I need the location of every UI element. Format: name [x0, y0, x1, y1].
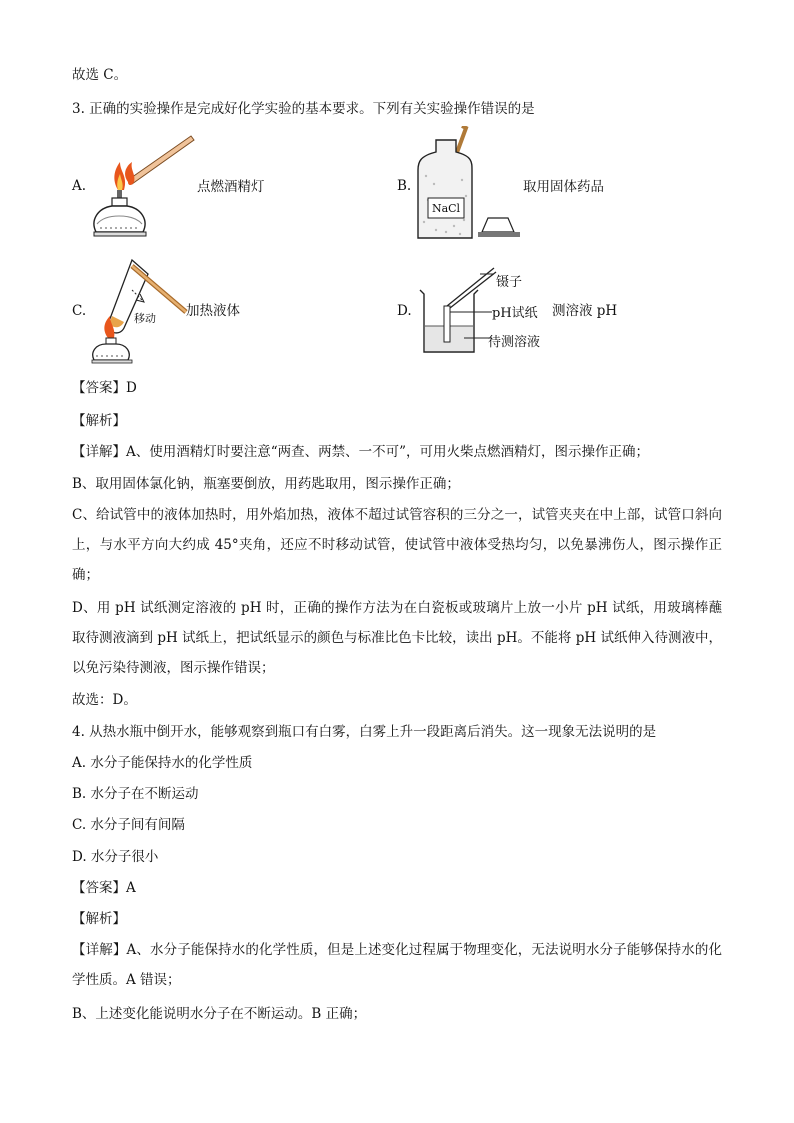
q4-option-a: A. 水分子能保持水的化学性质	[72, 755, 253, 771]
option-a-letter: A.	[72, 178, 87, 194]
answer-3: 【答案】D	[72, 380, 137, 396]
tweezers-label: 镊子	[496, 275, 523, 290]
option-a-caption: 点燃酒精灯	[197, 179, 265, 195]
analysis-3-heading: 【解析】	[72, 413, 126, 429]
option-d-caption: 测溶液 pH	[552, 303, 618, 319]
detail-4-b: B、上述变化能说明水分子在不断运动。B 正确；	[72, 1006, 367, 1022]
question-4: 4. 从热水瓶中倒开水，能够观察到瓶口有白雾，白雾上升一段距离后消失。这一现象无法说明的是	[72, 724, 657, 740]
option-c-letter: C.	[72, 303, 87, 319]
option-c-caption: 加热液体	[186, 303, 240, 319]
option-b-letter: B.	[397, 178, 412, 194]
question-3: 3. 正确的实验操作是完成好化学实验的基本要求。下列有关实验操作错误的是	[72, 101, 535, 117]
detail-3-d: D、用 pH 试纸测定溶液的 pH 时，正确的操作方法为在白瓷板或玻璃片上放一小片 pH 试纸，用玻璃棒蘸取待测液滴到 pH 试纸上，把试纸显示的颜色与标准比色卡比较，读出 pH。不能将 pH 试纸伸入待测液中，以免污染待测液，图示操作错误；	[72, 600, 722, 676]
choice-3: 故选：D。	[72, 692, 137, 708]
option-d-letter: D.	[397, 303, 412, 319]
nacl-bottle-figure	[414, 126, 526, 244]
q4-option-b: B. 水分子在不断运动	[72, 786, 199, 802]
q4-option-c: C. 水分子间有间隔	[72, 817, 185, 833]
solution-label: 待测溶液	[488, 335, 541, 350]
ph-paper-label: pH试纸	[492, 306, 538, 321]
answer-4: 【答案】A	[72, 880, 136, 896]
heating-liquid-figure	[88, 254, 188, 366]
option-b-caption: 取用固体药品	[523, 179, 604, 195]
analysis-4-heading: 【解析】	[72, 911, 126, 927]
detail-3-a: 【详解】A、使用酒精灯时要注意“两查、两禁、一不可”，可用火柴点燃酒精灯，图示操作正确；	[72, 444, 650, 460]
text-line: 故选 C。	[72, 67, 128, 83]
alcohol-lamp-figure	[88, 128, 200, 243]
move-label: 移动	[134, 312, 156, 325]
ph-test-figure	[414, 262, 564, 360]
detail-4-a: 【详解】A、水分子能保持水的化学性质，但是上述变化过程属于物理变化，无法说明水分子能够保持水的化学性质。A 错误；	[72, 942, 722, 988]
nacl-label: NaCl	[431, 202, 461, 215]
detail-3-c: C、给试管中的液体加热时，用外焰加热，液体不超过试管容积的三分之一，试管夹夹在中上部，试管口斜向上，与水平方向大约成 45°夹角，还应不时移动试管，使试管中液体受热均匀，以免暴沸伤人，图示操作正确；	[72, 507, 722, 583]
detail-3-b: B、取用固体氯化钠，瓶塞要倒放，用药匙取用，图示操作正确；	[72, 476, 460, 492]
q4-option-d: D. 水分子很小	[72, 849, 159, 865]
